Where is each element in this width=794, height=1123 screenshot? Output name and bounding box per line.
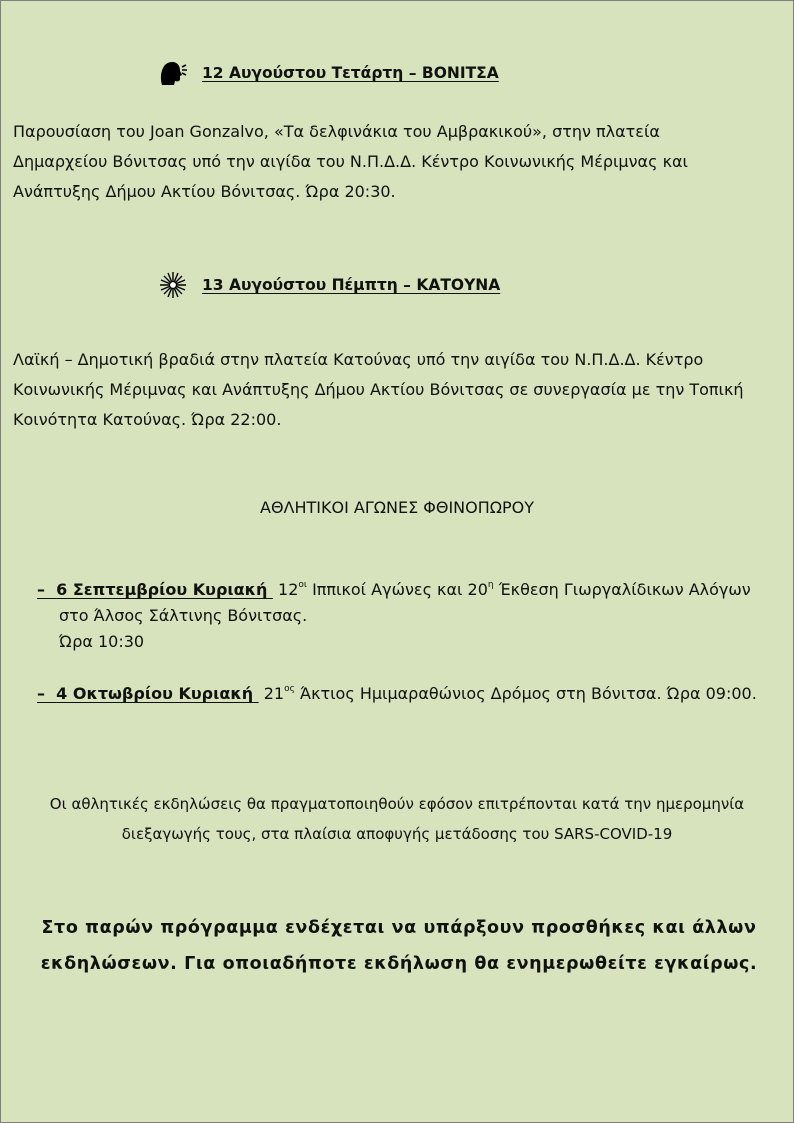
star-burst-icon: [158, 270, 188, 300]
sport-item-1-line2: στο Άλσος Σάλτινης Βόνιτσας.: [59, 606, 308, 625]
event1-line: Ανάπτυξης Δήμου Ακτίου Βόνιτσας. Ώρα 20:30.: [13, 182, 396, 201]
event2-line: Λαϊκή – Δημοτική βραδιά στην πλατεία Κατούνας υπό την αιγίδα του Ν.Π.Δ.Δ. Κέντρο: [13, 350, 704, 369]
note-line: διεξαγωγής τους, στα πλαίσια αποφυγής μετάδοσης του SARS-COVID-19: [121, 825, 673, 843]
final-line: Στο παρών πρόγραμμα ενδέχεται να υπάρξουν προσθήκες και άλλων: [41, 918, 757, 938]
event1-line: Παρουσίαση του Joan Gonzalvo, «Τα δελφινάκια του Αμβρακικού», στην πλατεία: [13, 122, 660, 141]
event1-title: 12 Αυγούστου Τετάρτη – ΒΟΝΙΤΣΑ: [202, 64, 499, 82]
event1-description: [13, 117, 783, 207]
event1-line: Δημαρχείου Βόνιτσας υπό την αιγίδα του Ν.Π.Δ.Δ. Κέντρο Κοινωνικής Μέριμνας και: [13, 152, 688, 171]
date-text: 6 Σεπτεμβρίου Κυριακή: [56, 580, 268, 599]
ordinal-suffix: η: [487, 580, 494, 590]
sport-item-1-date: [37, 580, 273, 599]
sport-item-1-line3: Ώρα 10:30: [59, 632, 145, 651]
date-text: 4 Οκτωβρίου Κυριακή: [56, 684, 254, 703]
ordinal-suffix: ος: [284, 684, 295, 694]
covid-note: [10, 789, 784, 849]
event2-heading: [158, 270, 500, 300]
sport-item-1-number: 12: [278, 580, 299, 599]
ordinal-suffix: οι: [298, 580, 307, 590]
final-line: εκδηλώσεων. Για οποιαδήποτε εκδήλωση θα ενημερωθείτε εγκαίρως.: [40, 954, 758, 974]
final-statement: [40, 910, 758, 982]
sport-item-2: [37, 681, 787, 707]
speaking-head-icon: [158, 58, 188, 88]
event1-heading: [158, 58, 499, 88]
sport-item-2-text: Άκτιος Ημιμαραθώνιος Δρόμος στη Βόνιτσα. Ώρα 09:00.: [300, 684, 757, 703]
event2-line: Κοινότητα Κατούνας. Ώρα 22:00.: [13, 410, 282, 429]
sport-item-2-date: [37, 684, 259, 703]
sport-item-1-text2: Έκθεση Γιωργαλίδικων Αλόγων: [498, 580, 751, 599]
sport-item-1-text1: Ιππικοί Αγώνες και 20: [312, 580, 488, 599]
event2-title: 13 Αυγούστου Πέμπτη – ΚΑΤΟΥΝΑ: [202, 276, 501, 294]
sport-item-2-number: 21: [263, 684, 285, 703]
bullet: –: [37, 580, 45, 599]
note-line: Οι αθλητικές εκδηλώσεις θα πραγματοποιηθούν εφόσον επιτρέπονται κατά την ημερομηνία: [49, 795, 745, 813]
event2-description: [13, 345, 783, 435]
sport-item-1: [37, 577, 787, 655]
bullet: –: [37, 684, 45, 703]
event2-line: Κοινωνικής Μέριμνας και Ανάπτυξης Δήμου Ακτίου Βόνιτσας σε συνεργασία με την Τοπική: [13, 380, 744, 399]
sports-title: ΑΘΛΗΤΙΚΟΙ ΑΓΩΝΕΣ ΦΘΙΝΟΠΩΡΟΥ: [260, 498, 534, 517]
